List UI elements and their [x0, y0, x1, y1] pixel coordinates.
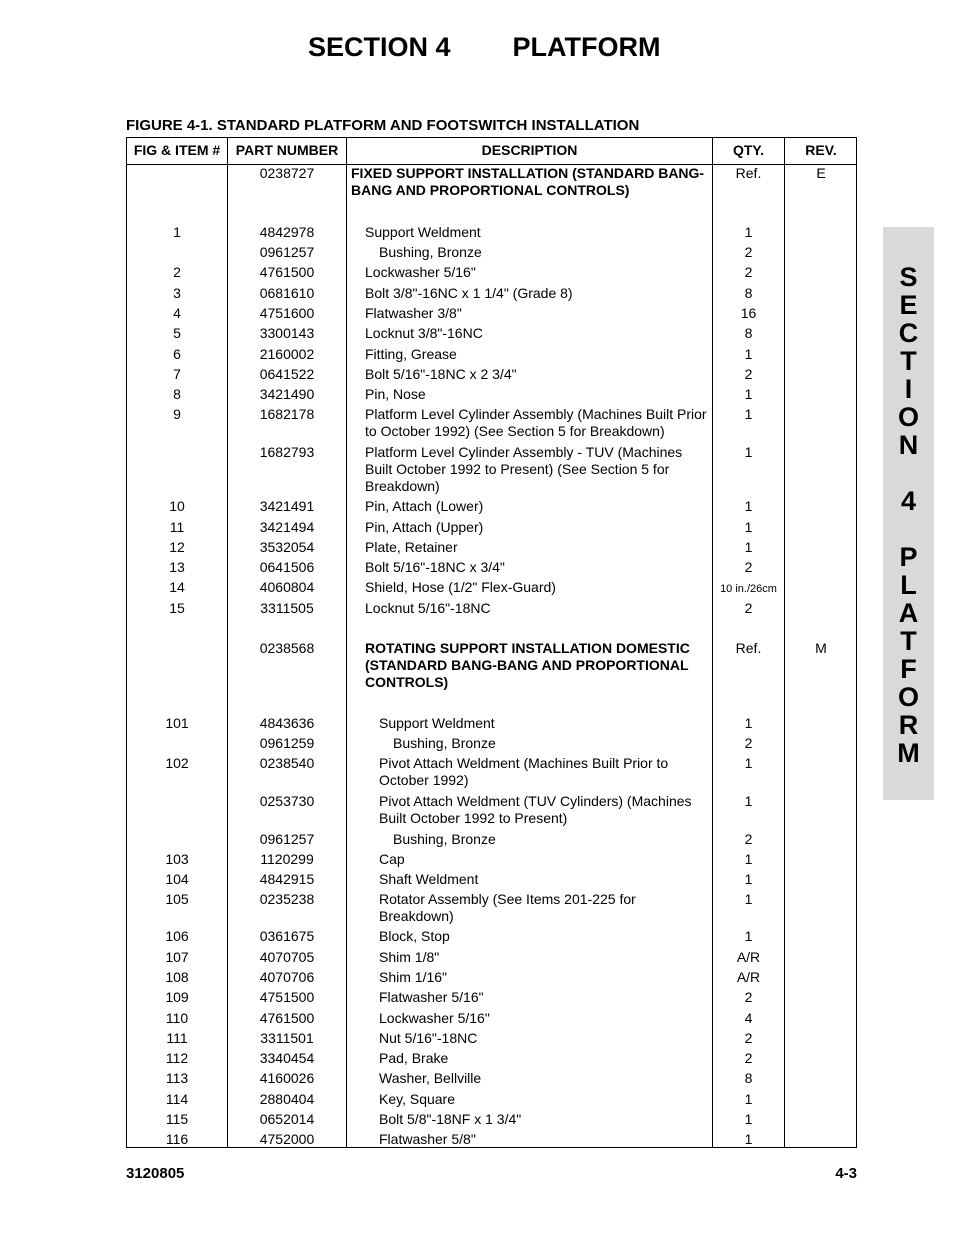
part-number-cell: 3311505 [260, 600, 314, 616]
description-cell: Platform Level Cylinder Assembly - TUV (Machines Built October 1992 to Present) (See Section 5 for Breakdown) [365, 444, 683, 494]
table-header [127, 138, 856, 165]
column-header-desc: DESCRIPTION [481, 142, 578, 158]
part-number-cell: 0235238 [259, 891, 315, 907]
qty-cell: 1 [744, 851, 753, 867]
qty-cell: 8 [744, 325, 753, 341]
qty-cell: 1 [744, 715, 753, 731]
part-number-cell: 1682178 [259, 406, 315, 422]
fig-cell: 9 [173, 406, 181, 422]
qty-cell: 1 [744, 1091, 753, 1107]
doc-number: 3120805 [126, 1165, 185, 1182]
part-number-cell: 2160002 [259, 346, 315, 362]
qty-cell: Ref. [735, 165, 762, 181]
fig-cell: 2 [173, 264, 181, 280]
side-tab-letter: C [898, 318, 919, 348]
qty-cell: Ref. [735, 640, 762, 656]
fig-cell: 111 [166, 1030, 188, 1046]
side-tab-letter: I [904, 374, 913, 404]
description-cell: Bolt 3/8"-16NC x 1 1/4" (Grade 8) [365, 285, 573, 301]
page-title [308, 32, 661, 63]
column-header-part: PART NUMBER [235, 142, 339, 158]
part-number-cell: 0961257 [259, 244, 315, 260]
description-cell: Flatwasher 5/8" [379, 1131, 476, 1147]
description-cell: Key, Square [379, 1091, 456, 1107]
side-tab-letter [883, 459, 934, 487]
description-cell: Pin, Nose [365, 386, 426, 402]
side-tab-letter: T [900, 626, 917, 656]
section-side-tab [883, 227, 934, 800]
description-cell: FIXED SUPPORT INSTALLATION (STANDARD BANG-BANG AND PROPORTIONAL CONTROLS) [351, 165, 705, 198]
description-cell: Shim 1/16" [379, 969, 448, 985]
part-number-cell: 3532054 [259, 539, 315, 555]
description-cell: Pad, Brake [379, 1050, 449, 1066]
side-tab-letter: N [898, 430, 919, 460]
qty-cell: 10 in./26cm [720, 583, 777, 595]
page-number: 4-3 [835, 1165, 857, 1182]
fig-cell: 113 [165, 1070, 189, 1086]
part-number-cell: 3300143 [259, 325, 315, 341]
side-tab-letter: F [900, 654, 917, 684]
fig-cell: 12 [169, 539, 185, 555]
qty-cell: 2 [744, 366, 753, 382]
part-number-cell: 0652014 [259, 1111, 315, 1127]
qty-cell: 2 [744, 831, 753, 847]
side-tab-letter: T [900, 346, 917, 376]
description-cell: Flatwasher 5/16" [379, 989, 484, 1005]
fig-cell: 106 [165, 928, 189, 944]
section-label: SECTION 4 [308, 32, 451, 62]
part-number-cell: 4160026 [259, 1070, 315, 1086]
fig-cell: 15 [169, 600, 185, 616]
part-number-cell: 3421491 [259, 498, 315, 514]
qty-cell: 1 [744, 519, 753, 535]
part-number-cell: 4761500 [259, 264, 315, 280]
qty-cell: A/R [736, 949, 761, 965]
part-number-cell: 0238568 [259, 640, 315, 656]
fig-cell: 3 [173, 285, 181, 301]
qty-cell: 1 [744, 386, 753, 402]
part-number-cell: 0961257 [259, 831, 315, 847]
side-tab-letter: E [899, 290, 918, 320]
description-cell: Lockwasher 5/16" [365, 264, 476, 280]
description-cell: Bushing, Bronze [379, 244, 482, 260]
rev-cell: M [815, 640, 827, 656]
rev-cell: E [816, 165, 826, 181]
part-number-cell: 1120299 [260, 851, 314, 867]
qty-cell: 2 [744, 264, 753, 280]
description-cell: Fitting, Grease [365, 346, 457, 362]
qty-cell: 1 [744, 1111, 753, 1127]
qty-cell: 2 [744, 1050, 753, 1066]
description-cell: Nut 5/16"-18NC [379, 1030, 478, 1046]
qty-cell: 2 [744, 1030, 753, 1046]
qty-cell: 1 [744, 1131, 753, 1147]
part-number-cell: 0681610 [259, 285, 315, 301]
qty-cell: 2 [744, 600, 753, 616]
part-number-cell: 0238540 [259, 755, 315, 771]
part-number-cell: 0641506 [259, 559, 315, 575]
fig-cell: 105 [165, 891, 189, 907]
fig-cell: 11 [169, 519, 185, 535]
fig-cell: 115 [165, 1111, 189, 1127]
fig-cell: 10 [169, 498, 185, 514]
qty-cell: 1 [744, 444, 753, 460]
side-tab-letter: R [898, 710, 919, 740]
qty-cell: 1 [744, 891, 753, 907]
description-cell: Flatwasher 3/8" [365, 305, 462, 321]
qty-cell: 1 [744, 755, 753, 771]
description-cell: Bushing, Bronze [393, 735, 496, 751]
description-cell: Platform Level Cylinder Assembly (Machines Built Prior to October 1992) (See Section 5 for Breakdown) [365, 406, 707, 439]
qty-cell: 4 [744, 1010, 753, 1026]
part-number-cell: 4752000 [259, 1131, 315, 1147]
description-cell: Pin, Attach (Lower) [365, 498, 484, 514]
fig-cell: 102 [165, 755, 189, 771]
part-number-cell: 4070706 [259, 969, 315, 985]
fig-cell: 5 [173, 325, 181, 341]
description-cell: Rotator Assembly (See Items 201-225 for Breakdown) [379, 891, 636, 924]
description-cell: Washer, Bellville [379, 1070, 482, 1086]
qty-cell: 2 [744, 559, 753, 575]
description-cell: Support Weldment [379, 715, 495, 731]
part-number-cell: 4751500 [259, 989, 315, 1005]
description-cell: Shim 1/8" [379, 949, 440, 965]
qty-cell: 1 [744, 871, 753, 887]
fig-cell: 109 [165, 989, 189, 1005]
fig-cell: 101 [165, 715, 189, 731]
parts-table [126, 137, 857, 1148]
side-tab-letter: 4 [900, 486, 917, 516]
fig-cell: 107 [165, 949, 189, 965]
qty-cell: 1 [744, 539, 753, 555]
part-number-cell: 4060804 [259, 579, 315, 595]
qty-cell: 8 [744, 285, 753, 301]
fig-cell: 104 [165, 871, 189, 887]
part-number-cell: 4842978 [259, 224, 315, 240]
part-number-cell: 4761500 [259, 1010, 315, 1026]
description-cell: Pivot Attach Weldment (TUV Cylinders) (Machines Built October 1992 to Present) [379, 793, 692, 826]
description-cell: Shaft Weldment [379, 871, 479, 887]
part-number-cell: 4070705 [259, 949, 315, 965]
fig-cell: 4 [173, 305, 181, 321]
part-number-cell: 0641522 [259, 366, 315, 382]
description-cell: Cap [379, 851, 405, 867]
side-tab-letter: O [897, 402, 919, 432]
qty-cell: 8 [744, 1070, 753, 1086]
description-cell: Block, Stop [379, 928, 450, 944]
section-title: PLATFORM [512, 32, 661, 62]
fig-cell: 114 [165, 1091, 189, 1107]
part-number-cell: 2880404 [259, 1091, 315, 1107]
part-number-cell: 4842915 [259, 871, 315, 887]
side-tab-letter: O [897, 682, 919, 712]
part-number-cell: 3311501 [260, 1030, 314, 1046]
fig-cell: 13 [169, 559, 185, 575]
side-tab-letter: A [898, 598, 919, 628]
part-number-cell: 4751600 [259, 305, 315, 321]
qty-cell: A/R [736, 969, 761, 985]
part-number-cell: 1682793 [259, 444, 315, 460]
description-cell: Bushing, Bronze [393, 831, 496, 847]
fig-cell: 8 [173, 386, 181, 402]
side-tab-letter: L [900, 570, 917, 600]
qty-cell: 2 [744, 735, 753, 751]
description-cell: Pin, Attach (Upper) [365, 519, 484, 535]
qty-cell: 1 [744, 498, 753, 514]
qty-cell: 1 [744, 928, 753, 944]
fig-cell: 110 [165, 1010, 189, 1026]
part-number-cell: 0253730 [259, 793, 315, 809]
side-tab-letter: P [899, 542, 918, 572]
qty-cell: 1 [744, 224, 753, 240]
description-cell: Locknut 3/8"-16NC [365, 325, 483, 341]
fig-cell: 103 [165, 851, 189, 867]
description-cell: Lockwasher 5/16" [379, 1010, 490, 1026]
fig-cell: 116 [165, 1131, 189, 1147]
part-number-cell: 0238727 [259, 165, 315, 181]
description-cell: Locknut 5/16"-18NC [365, 600, 491, 616]
part-number-cell: 3421494 [259, 519, 315, 535]
description-cell: Pivot Attach Weldment (Machines Built Prior to October 1992) [379, 755, 669, 788]
part-number-cell: 3340454 [259, 1050, 315, 1066]
fig-cell: 7 [173, 366, 181, 382]
fig-cell: 6 [173, 346, 181, 362]
description-cell: ROTATING SUPPORT INSTALLATION DOMESTIC (STANDARD BANG-BANG AND PROPORTIONAL CONTROLS) [365, 640, 690, 690]
side-tab-letter [883, 515, 934, 543]
description-cell: Bolt 5/16"-18NC x 2 3/4" [365, 366, 517, 382]
figure-caption: FIGURE 4-1. STANDARD PLATFORM AND FOOTSWITCH INSTALLATION [126, 117, 640, 134]
description-cell: Support Weldment [365, 224, 481, 240]
part-number-cell: 0361675 [259, 928, 315, 944]
column-header-rev: REV. [805, 142, 837, 158]
part-number-cell: 4843636 [259, 715, 315, 731]
qty-cell: 1 [744, 793, 753, 809]
fig-cell: 108 [165, 969, 189, 985]
qty-cell: 1 [744, 406, 753, 422]
side-tab-letter: M [897, 738, 920, 768]
column-header-qty: QTY. [732, 142, 765, 158]
qty-cell: 2 [744, 244, 753, 260]
description-cell: Bolt 5/16"-18NC x 3/4" [365, 559, 505, 575]
description-cell: Shield, Hose (1/2" Flex-Guard) [365, 579, 556, 595]
fig-cell: 112 [165, 1050, 189, 1066]
fig-cell: 1 [173, 224, 181, 240]
qty-cell: 2 [744, 989, 753, 1005]
fig-cell: 14 [169, 579, 185, 595]
description-cell: Plate, Retainer [365, 539, 458, 555]
part-number-cell: 0961259 [259, 735, 315, 751]
side-tab-letter: S [899, 262, 918, 292]
qty-cell: 16 [740, 305, 757, 321]
qty-cell: 1 [744, 346, 753, 362]
description-cell: Bolt 5/8"-18NF x 1 3/4" [379, 1111, 522, 1127]
column-header-fig: FIG & ITEM # [133, 142, 221, 158]
part-number-cell: 3421490 [259, 386, 315, 402]
